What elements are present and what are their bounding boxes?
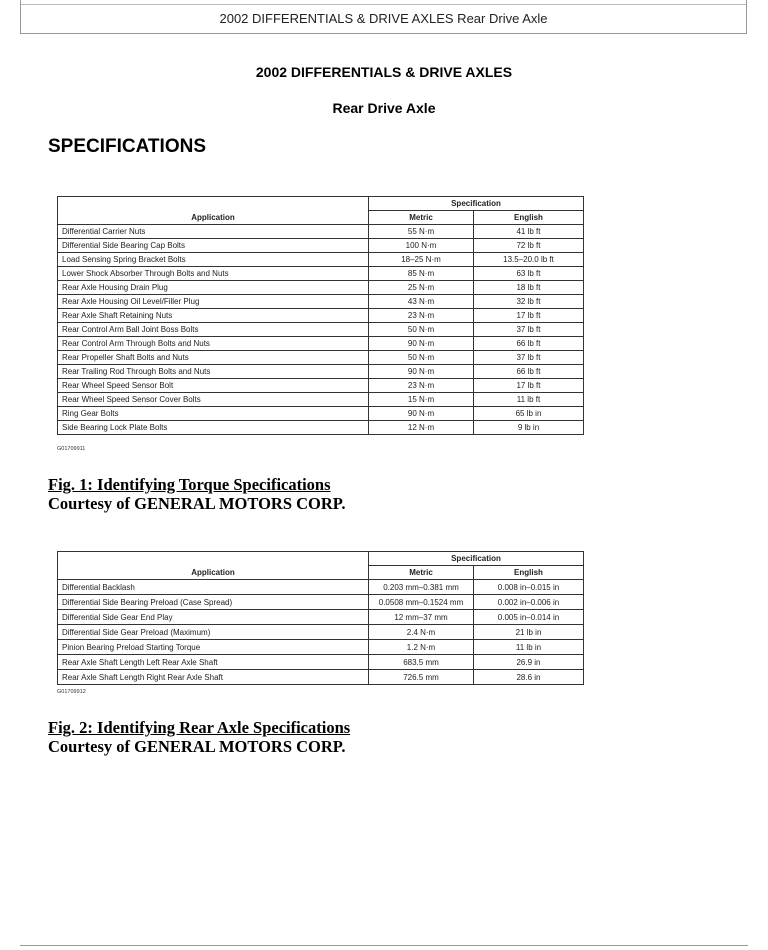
table-row <box>58 365 584 379</box>
application-cell: Rear Axle Shaft Length Right Rear Axle Shaft <box>58 670 369 685</box>
english-cell: 0.005 in–0.014 in <box>474 610 584 625</box>
figure-1-title: Fig. 1: Identifying Torque Specifications <box>48 475 331 494</box>
metric-cell: 18–25 N·m <box>369 253 474 267</box>
column-group-specification: Specification <box>369 197 584 211</box>
application-cell: Load Sensing Spring Bracket Bolts <box>58 253 369 267</box>
english-cell: 65 lb in <box>474 407 584 421</box>
application-cell: Rear Axle Shaft Length Left Rear Axle Shaft <box>58 655 369 670</box>
column-header-english: English <box>474 211 584 225</box>
metric-cell: 50 N·m <box>369 351 474 365</box>
metric-cell: 55 N·m <box>369 225 474 239</box>
english-cell: 17 lb ft <box>474 309 584 323</box>
page-bottom-divider <box>20 945 748 946</box>
english-cell: 41 lb ft <box>474 225 584 239</box>
figure-code: G01709912 <box>57 689 86 695</box>
metric-cell: 12 N·m <box>369 421 474 435</box>
metric-cell: 90 N·m <box>369 337 474 351</box>
application-cell: Rear Wheel Speed Sensor Cover Bolts <box>58 393 369 407</box>
table-row <box>58 393 584 407</box>
metric-cell: 23 N·m <box>369 309 474 323</box>
axle-spec-table <box>57 551 584 685</box>
metric-cell: 1.2 N·m <box>369 640 474 655</box>
english-cell: 21 lb in <box>474 625 584 640</box>
application-cell: Ring Gear Bolts <box>58 407 369 421</box>
metric-cell: 43 N·m <box>369 295 474 309</box>
metric-cell: 15 N·m <box>369 393 474 407</box>
figure-code: G01709911 <box>57 446 86 452</box>
table-row <box>58 351 584 365</box>
table-row <box>58 625 584 640</box>
application-cell: Rear Wheel Speed Sensor Bolt <box>58 379 369 393</box>
table-row <box>58 239 584 253</box>
document-subtitle: Rear Drive Axle <box>332 100 436 116</box>
figure-1-caption <box>48 475 345 513</box>
metric-cell: 50 N·m <box>369 323 474 337</box>
english-cell: 66 lb ft <box>474 337 584 351</box>
application-cell: Differential Side Bearing Preload (Case Spread) <box>58 595 369 610</box>
application-cell: Rear Control Arm Ball Joint Boss Bolts <box>58 323 369 337</box>
table-row <box>58 655 584 670</box>
english-cell: 66 lb ft <box>474 365 584 379</box>
application-cell: Pinion Bearing Preload Starting Torque <box>58 640 369 655</box>
english-cell: 11 lb in <box>474 640 584 655</box>
table-row <box>58 421 584 435</box>
column-header-metric: Metric <box>369 566 474 580</box>
column-group-specification: Specification <box>369 552 584 566</box>
table-row <box>58 610 584 625</box>
english-cell: 9 lb in <box>474 421 584 435</box>
table-row <box>58 580 584 595</box>
english-cell: 26.9 in <box>474 655 584 670</box>
column-header-metric: Metric <box>369 211 474 225</box>
table-row <box>58 595 584 610</box>
table-row <box>58 281 584 295</box>
english-cell: 17 lb ft <box>474 379 584 393</box>
english-cell: 32 lb ft <box>474 295 584 309</box>
document-title: 2002 DIFFERENTIALS & DRIVE AXLES <box>255 64 513 80</box>
table-row <box>58 407 584 421</box>
column-header-application: Application <box>58 552 369 580</box>
application-cell: Differential Side Gear Preload (Maximum) <box>58 625 369 640</box>
application-cell: Lower Shock Absorber Through Bolts and Nuts <box>58 267 369 281</box>
figure-1-credit: Courtesy of GENERAL MOTORS CORP. <box>48 494 346 513</box>
table-row <box>58 225 584 239</box>
table-row <box>58 670 584 685</box>
english-cell: 18 lb ft <box>474 281 584 295</box>
metric-cell: 25 N·m <box>369 281 474 295</box>
metric-cell: 683.5 mm <box>369 655 474 670</box>
table-row <box>58 337 584 351</box>
table-row <box>58 253 584 267</box>
english-cell: 0.008 in–0.015 in <box>474 580 584 595</box>
metric-cell: 12 mm–37 mm <box>369 610 474 625</box>
metric-cell: 90 N·m <box>369 407 474 421</box>
column-header-application: Application <box>58 197 369 225</box>
application-cell: Rear Trailing Rod Through Bolts and Nuts <box>58 365 369 379</box>
table-row <box>58 295 584 309</box>
metric-cell: 90 N·m <box>369 365 474 379</box>
table-row <box>58 323 584 337</box>
application-cell: Rear Control Arm Through Bolts and Nuts <box>58 337 369 351</box>
figure-2-title: Fig. 2: Identifying Rear Axle Specifications <box>48 718 351 737</box>
table-row <box>58 309 584 323</box>
application-cell: Differential Backlash <box>58 580 369 595</box>
table-row <box>58 640 584 655</box>
metric-cell: 0.203 mm–0.381 mm <box>369 580 474 595</box>
application-cell: Differential Side Gear End Play <box>58 610 369 625</box>
english-cell: 37 lb ft <box>474 323 584 337</box>
header-title: 2002 DIFFERENTIALS & DRIVE AXLES Rear Drive Axle <box>21 4 746 35</box>
figure-2-caption <box>48 718 350 756</box>
metric-cell: 23 N·m <box>369 379 474 393</box>
metric-cell: 726.5 mm <box>369 670 474 685</box>
metric-cell: 100 N·m <box>369 239 474 253</box>
table-row <box>58 267 584 281</box>
table-row <box>58 379 584 393</box>
column-header-english: English <box>474 566 584 580</box>
english-cell: 0.002 in–0.006 in <box>474 595 584 610</box>
metric-cell: 85 N·m <box>369 267 474 281</box>
english-cell: 63 lb ft <box>474 267 584 281</box>
page-header <box>20 0 747 34</box>
english-cell: 72 lb ft <box>474 239 584 253</box>
metric-cell: 0.0508 mm–0.1524 mm <box>369 595 474 610</box>
application-cell: Differential Side Bearing Cap Bolts <box>58 239 369 253</box>
application-cell: Rear Propeller Shaft Bolts and Nuts <box>58 351 369 365</box>
application-cell: Side Bearing Lock Plate Bolts <box>58 421 369 435</box>
application-cell: Rear Axle Housing Drain Plug <box>58 281 369 295</box>
english-cell: 37 lb ft <box>474 351 584 365</box>
english-cell: 11 lb ft <box>474 393 584 407</box>
english-cell: 13.5–20.0 lb ft <box>474 253 584 267</box>
section-heading: SPECIFICATIONS <box>48 136 206 157</box>
torque-spec-table <box>57 196 584 435</box>
application-cell: Rear Axle Shaft Retaining Nuts <box>58 309 369 323</box>
metric-cell: 2.4 N·m <box>369 625 474 640</box>
application-cell: Rear Axle Housing Oil Level/Filler Plug <box>58 295 369 309</box>
figure-2-credit: Courtesy of GENERAL MOTORS CORP. <box>48 737 346 756</box>
application-cell: Differential Carrier Nuts <box>58 225 369 239</box>
english-cell: 28.6 in <box>474 670 584 685</box>
